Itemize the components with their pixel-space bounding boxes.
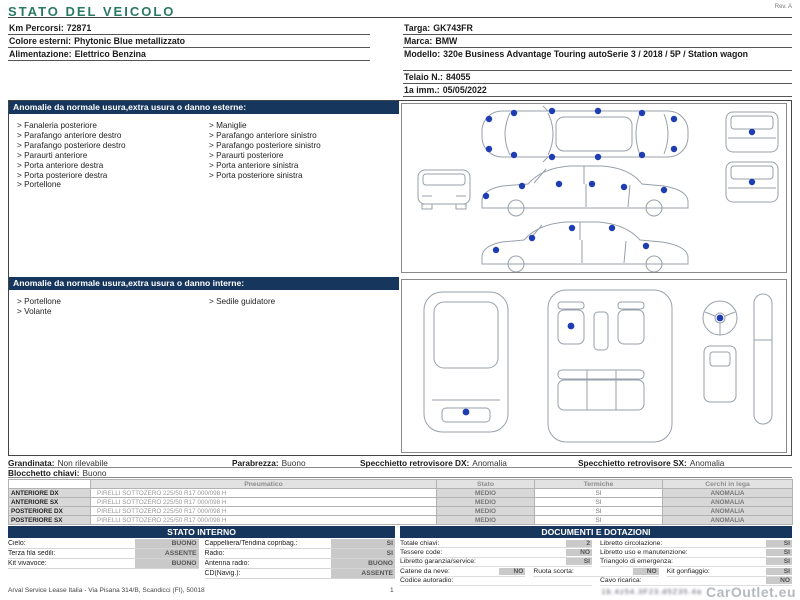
exterior-section-header — [9, 101, 399, 114]
tire-spec-cell: PIRELLI SOTTOZERO 225/50 R17 000/098 H — [91, 507, 437, 516]
damage-item: > Porta posteriore sinistra — [209, 171, 401, 181]
stato-interno-col-right — [205, 539, 396, 579]
info-label: Km Percorsi: — [9, 23, 64, 33]
info-row-alimentazione — [8, 48, 370, 61]
tire-state-cell: MEDIO — [437, 507, 535, 516]
damage-marker — [621, 184, 627, 190]
stato-row: Terza fila sedili: ASSENTE — [8, 550, 197, 557]
damage-item: > Porta posteriore destra — [17, 171, 209, 181]
summary-grandinata: Grandinata: Non rilevabile — [8, 457, 108, 468]
damage-markers — [483, 108, 755, 253]
doc-row — [400, 539, 792, 548]
damage-marker — [556, 181, 562, 187]
stato-row: Cielo: BUONO — [8, 540, 197, 547]
tire-position-cell: POSTERIORE SX — [9, 516, 91, 525]
tire-cerchi-header: Cerchi in lega — [663, 480, 793, 489]
doc-row — [400, 567, 792, 576]
damage-item: > Porta anteriore sinistra — [209, 161, 401, 171]
car-side-view-right — [482, 222, 688, 272]
interior-diagram-svg — [402, 280, 786, 452]
stato-row: Cappelliera/Tendina copribag.: SI — [204, 540, 393, 547]
documenti-title: DOCUMENTI E DOTAZIONI — [400, 526, 792, 538]
doc-item: Libretto garanzia/service: SI — [400, 558, 590, 566]
tire-winter-cell: SI — [535, 507, 663, 516]
damage-marker — [749, 179, 755, 185]
damage-marker — [639, 110, 645, 116]
tire-row — [9, 498, 793, 507]
report-header — [8, 3, 792, 18]
damage-item: > Parafango posteriore sinistro — [209, 141, 401, 151]
info-row-colore — [8, 35, 370, 48]
stato-interno-panel — [8, 526, 395, 579]
car-front-view — [418, 170, 470, 209]
tire-rim-cell: ANOMALIA — [663, 489, 793, 498]
status-value: SI — [566, 558, 592, 565]
doc-item: Codice autoradio: — [400, 577, 592, 586]
summary-row-1 — [8, 458, 792, 468]
damage-marker — [483, 193, 489, 199]
damage-marker — [511, 110, 517, 116]
exterior-section-title: Anomalie da normale usura,extra usura o danno esterne: — [13, 102, 247, 112]
status-value: 2 — [566, 540, 592, 547]
damage-marker — [549, 108, 555, 114]
tires-header-row — [9, 480, 793, 489]
info-row-km — [8, 22, 370, 35]
vehicle-info-left — [8, 22, 370, 61]
interior-diagram — [401, 279, 787, 453]
tire-state-cell: MEDIO — [437, 489, 535, 498]
doc-item: Tessere code: NO — [400, 549, 590, 557]
tire-winter-cell: SI — [535, 516, 663, 525]
info-row-immatricolazione — [403, 84, 792, 97]
doc-row — [400, 548, 792, 557]
summary-row-2 — [8, 468, 792, 478]
interior-section-title: Anomalie da normale usura,extra usura o danno interne: — [13, 278, 245, 288]
doc-item: Libretto circolazione: SI — [600, 539, 790, 547]
doc-item: Totale chiavi: 2 — [400, 539, 590, 547]
damage-marker — [486, 116, 492, 122]
summary-parabrezza: Parabrezza: Buono — [232, 457, 306, 468]
damage-marker — [486, 146, 492, 152]
info-label: Alimentazione: — [9, 49, 72, 59]
door-trim-view — [754, 294, 772, 424]
doc-item: Kit gonfiaggio: SI — [666, 567, 790, 575]
exterior-damage-list — [17, 121, 401, 190]
status-value: ASSENTE — [331, 569, 395, 578]
page-title: STATO DEL VEICOLO — [8, 4, 176, 19]
damage-item: > Porta anteriore destra — [17, 161, 209, 171]
damage-marker — [589, 181, 595, 187]
documenti-panel — [400, 526, 792, 586]
damage-marker — [661, 187, 667, 193]
doc-item: Cavo ricarica: NO — [600, 577, 790, 585]
damage-marker — [529, 235, 535, 241]
damage-item: > Parafango anteriore sinistro — [209, 131, 401, 141]
stato-row: Antenna radio: BUONO — [204, 560, 393, 567]
damage-item: > Fanaleria posteriore — [17, 121, 209, 131]
damage-marker — [511, 152, 517, 158]
damage-item: > Sedile guidatore — [209, 297, 401, 307]
status-value: NO — [633, 568, 659, 575]
company-address: Arval Service Lease Italia - Via Pisana 314/B, Scandicci (FI), 50018 — [8, 587, 205, 594]
tire-position-cell: ANTERIORE DX — [9, 489, 91, 498]
status-value: NO — [499, 568, 525, 575]
vehicle-info-right — [403, 22, 792, 97]
info-value: GK743FR — [433, 23, 473, 33]
info-value: 72871 — [66, 23, 92, 33]
watermark: CarOutlet.eu — [705, 584, 796, 600]
summary-specchietto-dx: Specchietto retrovisore DX: Anomalia — [360, 457, 507, 468]
info-label: Modello: — [404, 49, 441, 59]
info-value: 05/05/2022 — [442, 85, 487, 95]
stato-row: Kit vivavoce: BUONO — [8, 560, 197, 567]
info-row-targa — [403, 22, 792, 35]
info-row-marca — [403, 35, 792, 48]
summary-blocchetto-chiavi: Blocchetto chiavi: Buono — [8, 467, 107, 478]
doc-item: Libretto uso e manutenzione: SI — [600, 549, 790, 557]
damage-item: > Paraurti posteriore — [209, 151, 401, 161]
stato-interno-title: STATO INTERNO — [8, 526, 395, 538]
status-value: SI — [766, 540, 792, 547]
blurred-reference: 1b.4z54.3F23.d5Z35.4a — [601, 587, 702, 596]
damage-item: > Maniglie — [209, 121, 401, 131]
tire-rim-cell: ANOMALIA — [663, 507, 793, 516]
status-value: SI — [331, 539, 395, 548]
damage-item: > Parafango posteriore destro — [17, 141, 209, 151]
tire-stato-header: Stato — [437, 480, 535, 489]
tire-rim-cell: ANOMALIA — [663, 498, 793, 507]
damage-marker — [493, 247, 499, 253]
info-row-modello — [403, 48, 792, 71]
info-value: BMW — [435, 36, 458, 46]
exterior-diagram — [401, 103, 787, 273]
exterior-diagram-svg — [402, 104, 786, 272]
doc-item: Ruota scorta: NO — [533, 567, 657, 575]
tire-position-header — [9, 480, 91, 489]
damage-item: > Parafango anteriore destro — [17, 131, 209, 141]
tire-termiche-header: Termiche — [535, 480, 663, 489]
tire-pneumatico-header: Pneumatico — [91, 480, 437, 489]
status-value: SI — [766, 568, 792, 575]
tire-spec-cell: PIRELLI SOTTOZERO 225/50 R17 000/098 H — [91, 489, 437, 498]
status-value: SI — [766, 558, 792, 565]
doc-item: Catene da neve: NO — [400, 567, 524, 575]
info-row-telaio — [403, 71, 792, 84]
anomalies-box — [8, 100, 792, 456]
info-value: Elettrico Benzina — [74, 49, 146, 59]
damage-marker — [749, 129, 755, 135]
status-value: SI — [331, 549, 395, 558]
info-value: Phytonic Blue metallizzato — [74, 36, 186, 46]
damage-item: > Portellone — [17, 180, 209, 190]
damage-marker — [643, 243, 649, 249]
damage-marker — [549, 154, 555, 160]
summary-specchietto-sx: Specchietto retrovisore SX: Anomalia — [578, 457, 725, 468]
doc-row — [400, 558, 792, 567]
damage-marker — [519, 183, 525, 189]
damage-item: > Paraurti anteriore — [17, 151, 209, 161]
stato-row: Radio: SI — [204, 550, 393, 557]
cabin-plan-view — [548, 290, 672, 442]
damage-marker — [671, 116, 677, 122]
tire-winter-cell: SI — [535, 489, 663, 498]
status-value: NO — [766, 577, 792, 584]
damage-marker — [569, 225, 575, 231]
tire-winter-cell: SI — [535, 498, 663, 507]
status-value: SI — [766, 549, 792, 556]
damage-marker — [609, 225, 615, 231]
damage-marker — [595, 154, 601, 160]
condition-summary — [8, 458, 792, 478]
damage-marker — [717, 315, 724, 322]
interior-damage-list — [17, 297, 401, 317]
status-value: BUONO — [331, 559, 395, 568]
tire-spec-cell: PIRELLI SOTTOZERO 225/50 R17 000/098 H — [91, 498, 437, 507]
damage-marker — [671, 146, 677, 152]
interior-damage-col1 — [17, 297, 209, 317]
damage-marker — [639, 152, 645, 158]
damage-marker — [463, 409, 470, 416]
tire-row — [9, 516, 793, 525]
info-value: 320e Business Advantage Touring autoSerie 3 / 2018 / 5P / Station wagon — [443, 49, 749, 59]
damage-marker — [595, 108, 601, 114]
status-value: ASSENTE — [135, 549, 199, 558]
page-number: 1 — [390, 587, 394, 594]
info-value: 84055 — [445, 72, 471, 82]
status-value: NO — [566, 549, 592, 556]
status-value: BUONO — [135, 539, 199, 548]
tire-state-cell: MEDIO — [437, 498, 535, 507]
doc-item: Triangolo di emergenza: SI — [600, 558, 790, 566]
damage-item: > Portellone — [17, 297, 209, 307]
revision-label: Rev. A — [774, 4, 792, 10]
stato-row: CD(Navig.): ASSENTE — [204, 570, 393, 577]
info-label: Marca: — [404, 36, 433, 46]
tire-row — [9, 507, 793, 516]
damage-marker — [568, 323, 575, 330]
tire-rim-cell: ANOMALIA — [663, 516, 793, 525]
interior-damage-col2 — [209, 297, 401, 317]
info-label: 1a imm.: — [404, 85, 440, 95]
tire-row — [9, 489, 793, 498]
tire-state-cell: MEDIO — [437, 516, 535, 525]
tire-position-cell: POSTERIORE DX — [9, 507, 91, 516]
car-side-view-left — [482, 166, 688, 216]
status-value: BUONO — [135, 559, 199, 568]
info-label: Targa: — [404, 23, 431, 33]
exterior-damage-col2 — [209, 121, 401, 190]
tire-position-cell: ANTERIORE SX — [9, 498, 91, 507]
info-label: Colore esterni: — [9, 36, 72, 46]
damage-markers — [463, 315, 724, 416]
tire-spec-cell: PIRELLI SOTTOZERO 225/50 R17 000/098 H — [91, 516, 437, 525]
info-label: Telaio N.: — [404, 72, 443, 82]
damage-item: > Volante — [17, 307, 209, 317]
tires-table — [8, 479, 793, 525]
exterior-damage-col1 — [17, 121, 209, 190]
stato-interno-col-left — [8, 539, 199, 579]
interior-section-header — [9, 277, 399, 290]
